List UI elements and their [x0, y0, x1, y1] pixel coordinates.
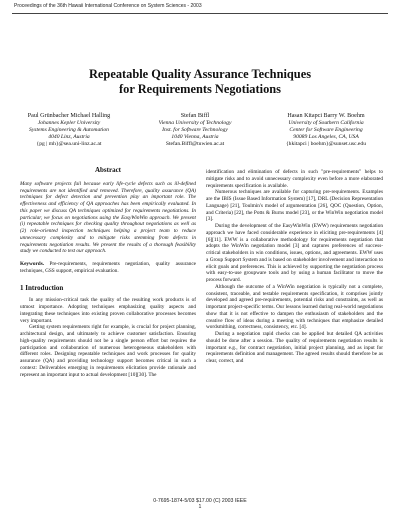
author-affiliation: University of Southern California — [288, 120, 364, 126]
author-location: 1040 Vienna, Austria — [171, 134, 219, 140]
title-line-1: Repeatable Quality Assurance Techniques — [88, 67, 312, 81]
author-block-linz — [10, 113, 128, 148]
body-paragraph: Numerous techniques are available for capturing pre-requirements. Examples are the IBIS (Issue Based Information System) [17], DRL (Decision Representation Language) [21], Toulmin's model of argumentation [26], QOC (Question, Option, and Criteria) [22], the Potts & Burns model [23], or the WinWin negotiation model [3]. — [206, 189, 383, 223]
page-footer — [0, 498, 400, 510]
header-rule — [12, 13, 388, 14]
left-column — [20, 167, 196, 378]
author-names: Stefan Biffl — [180, 113, 210, 119]
author-affiliation: Johannes Kepler University — [37, 120, 101, 126]
abstract-text: Many software projects fail because early life-cycle defects such as ill-defined requirements are not identified and removed. Therefore, quality assurance (QA) techniques for defect detection and prevention play an important role. The effectiveness and efficiency of QA approaches has been empirically evaluated. In this paper we discuss QA techniques optimized for requirements negotiations. In particular, we focus on negotiations using the EasyWinWin approach. We present (i) repeatable techniques for checking quality throughout negotiations as well as (2) role-oriented inspection techniques helping a project team to reduce unnecessary complexity and to mitigate risks stemming from defects in requirements negotiation results. We present the results of a thorough feasibility study we conducted to test our approach. — [20, 180, 196, 255]
paper-title — [0, 67, 400, 97]
body-paragraph: During the development of the EasyWinWin (EWW) requirements negotiation approach we have faced considerable experience in eliciting pre-requirements [4][6][11]. EWW is a collaborative methodology for requirements negotiation that adopts the WinWin negotiation model [3] and captures preferences of success-critical stakeholders in win conditions, issues, options, and agreements. EWW uses a Group Support System and is based on stakeholder involvement and interaction to elicit goals and preferences. This is achieved by supporting the negotiation process with easy-to-use groupware tools and by using a human facilitator to move the process forward. — [206, 223, 383, 283]
keywords-label: Keywords. — [20, 261, 45, 267]
author-email: {pg | mh}@sea.uni-linz.ac.at — [36, 141, 102, 147]
author-names: Hasan Kitapci Barry W. Boehm — [287, 113, 365, 119]
section-heading-introduction: 1 Introduction — [20, 283, 64, 292]
keywords — [20, 261, 196, 275]
author-block-usc — [262, 113, 390, 148]
right-column — [206, 169, 383, 365]
body-paragraph: Although the outcome of a WinWin negotiation is typically not a complete, consistent, traceable, and testable requirements specification, it comprises jointly developed and agreed pre-requirements, potential risks and constraints, as well as important project-specific terms. Our lessons learned during real-world negotiations show that it is not effective to dampen the enthusiasm of stakeholders and the creative flow of ideas during a meeting with techniques that emphasize detailed wordsmithing, correctness, consistency, etc. [4]. — [206, 283, 383, 331]
author-department: Center for Software Engineering — [289, 127, 363, 133]
author-affiliation: Vienna University of Technology — [158, 120, 232, 126]
running-head: Proceedings of the 36th Hawaii International Conference on System Sciences - 2003 — [14, 3, 202, 9]
author-block-vienna — [140, 113, 250, 148]
author-names: Paul Grünbacher Michael Halling — [27, 113, 111, 119]
author-department: Inst. for Software Technology — [162, 127, 228, 133]
intro-paragraph: In any mission-critical task the quality of the resulting work products is of utmost importance. Adopting techniques emphasizing quality aspects and integrating these techniques into existing proven collaborative processes becomes very important. — [20, 297, 196, 324]
page-number: 1 — [198, 504, 202, 510]
author-email: {hkitapci | boehm}@sunset.usc.edu — [286, 141, 366, 147]
keywords-text: Pre-requirements, requirements negotiation, quality assurance techniques, GSS support, empirical evaluation. — [20, 261, 197, 274]
author-department: Systems Engineering & Automation — [29, 127, 109, 133]
abstract-heading: Abstract — [94, 166, 122, 174]
body-paragraph: identification and elimination of defects in such "pre-requirements" helps to mitigate risks and to avoid unnecessary complexity even before a more elaborated requirements specification is available. — [206, 169, 383, 189]
copyright-line: 0-7695-1874-5/03 $17.00 (C) 2003 IEEE — [153, 498, 247, 504]
author-location: 90089 Los Angeles, CA, USA — [293, 134, 359, 140]
title-line-2: for Requirements Negotiations — [119, 82, 281, 96]
author-email: Stefan.Biffl@tuwien.ac.at — [165, 141, 225, 147]
author-location: 4040 Linz, Austria — [48, 134, 90, 140]
intro-paragraph: Getting system requirements right for example, is crucial for project planning, architectural design, and ultimately to achieve customer satisfaction. Ensuring high-quality requirements should not be a single person effort but requires the participation and collaboration of numerous heterogeneous stakeholders with different roles. Designing repeatable techniques and work processes for quality assurance (QA) and providing technology support becomes critical in such a context: Deliverables emerging in requirements elicitation provide rationale and represent an important input to actual development [10][30]. The — [20, 324, 196, 378]
body-paragraph: During a negotiation rapid checks can be applied but detailed QA activities should be done after a session. The quality of requirements negotiation results is important e.g., for contract negotiation, initial project planning, and as input for requirements definition and management. The agreed results should therefore be as clear, correct, and — [206, 331, 383, 364]
